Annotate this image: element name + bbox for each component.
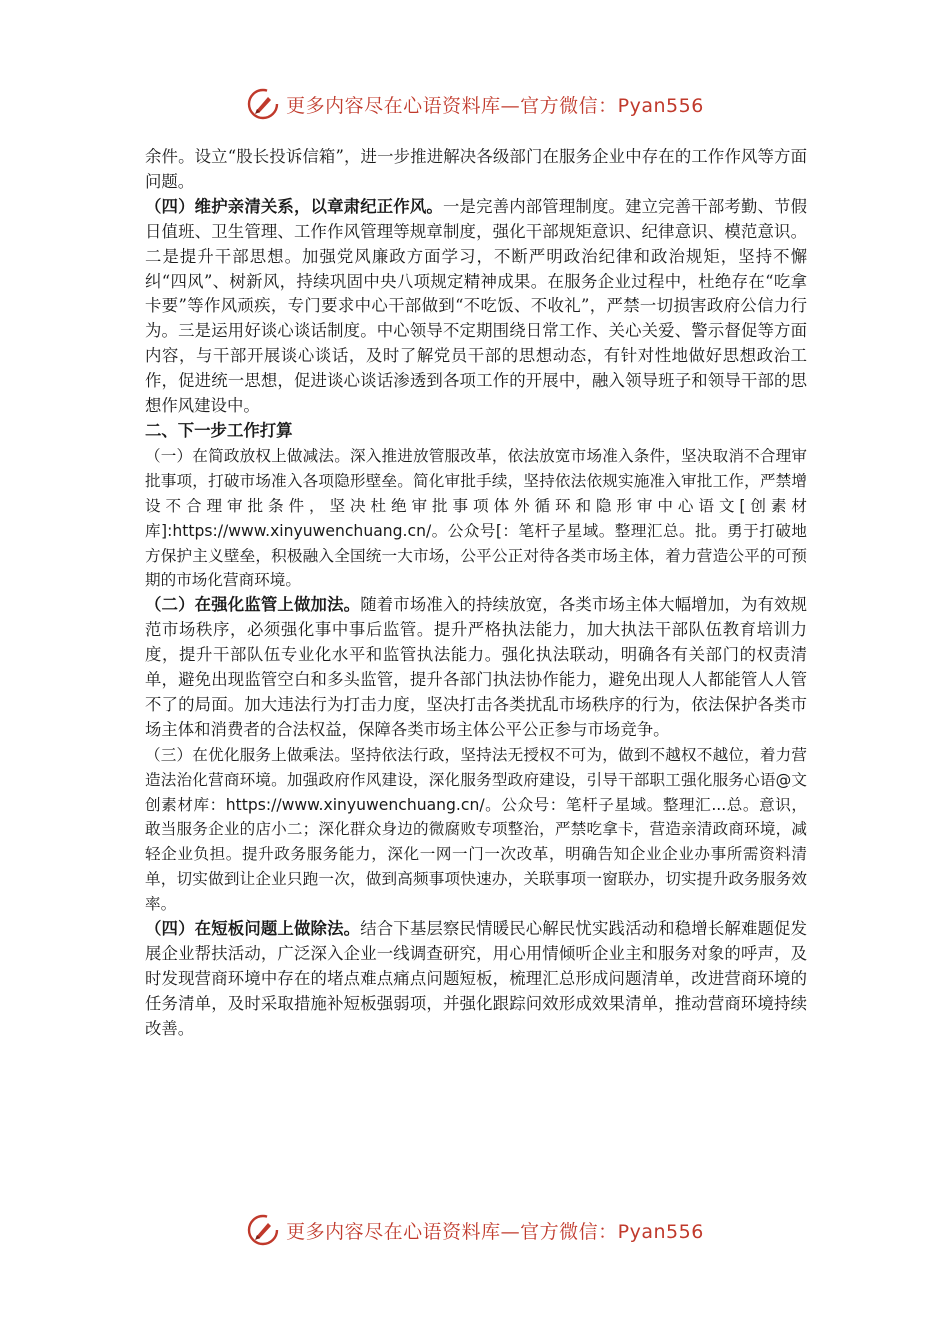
document-body bbox=[145, 145, 807, 1042]
paragraph-3: （一）在简政放权上做减法。深入推进放管服改革，依法放宽市场准入条件，坚决取消不合理审批事项，打破市场准入各项隐形壁垒。简化审批手续，坚持依法依规实施准入审批工作，严禁增设不合理审批条件，坚决杜绝审批事项体外循环和隐形审中心语文[创素材库]:https://www.xinyuwenchuang.cn/。公众号[：笔杆子星域。整理汇总。批。勇于打破地方保护主义壁垒，积极融入全国统一大市场，公平公正对待各类市场主体，着力营造公平的可预期的市场化营商环境。 bbox=[145, 446, 807, 590]
paragraph-4-title: （二）在强化监管上做加法。 bbox=[145, 595, 361, 615]
paragraph-2 bbox=[145, 195, 807, 419]
footer-wechat-id: Pyan556 bbox=[617, 1220, 704, 1243]
brush-pen-logo-icon bbox=[246, 1213, 280, 1247]
section-2-heading: 二、下一步工作打算 bbox=[145, 420, 293, 440]
paragraph-5: （三）在优化服务上做乘法。坚持依法行政，坚持法无授权不可为，做到不越权不越位，着力营造法治化营商环境。加强政府作风建设，深化服务型政府建设，引导干部职工强化服务心语@文创素材库：https://www.xinyuwenchuang.cn/。公众号：笔杆子星域。整理汇...总。意识，敢当服务企业的店小二；深化群众身边的微腐败专项整治，严禁吃拿卡，营造亲清政商环境，减轻企业负担。提升政务服务能力，深化一网一门一次改革，明确告知企业企业办事所需资料清单，切实做到让企业只跑一次，做到高频事项快速办，关联事项一窗联办，切实提升政务服务效率。 bbox=[145, 745, 807, 914]
footer-banner-text: 更多内容尽在心语资料库—官方微信：Pyan556 bbox=[286, 1220, 704, 1243]
paragraph-2-body: 一是完善内部管理制度。建立完善干部考勤、节假日值班、卫生管理、工作作风管理等规章制度，强化干部规矩意识、纪律意识、模范意识。二是提升干部思想。加强党风廉政方面学习，不断严明政治纪律和政治规矩，坚持不懈纠“四风”、树新风，持续巩固中央八项规定精神成果。在服务企业过程中，杜绝存在“吃拿卡要”等作风顽疾，专门要求中心干部做到“不吃饭、不收礼”，严禁一切损害政府公信力行为。三是运用好谈心谈话制度。中心领导不定期围绕日常工作、关心关爱、警示督促等方面内容，与干部开展谈心谈话，及时了解党员干部的思想动态，有针对性地做好思想政治工作，促进统一思想，促进谈心谈话渗透到各项工作的开展中，融入领导班子和领导干部的思想作风建设中。 bbox=[145, 196, 808, 416]
brush-pen-logo-icon bbox=[246, 87, 280, 121]
header-wechat-id: Pyan556 bbox=[617, 94, 704, 117]
header-banner-text: 更多内容尽在心语资料库—官方微信：Pyan556 bbox=[286, 94, 704, 117]
footer-banner bbox=[0, 1210, 950, 1250]
paragraph-6-body: 结合下基层察民情暖民心解民忧实践活动和稳增长解难题促发展企业帮扶活动，广泛深入企业一线调查研究，用心用情倾听企业主和服务对象的呼声，及时发现营商环境中存在的堵点难点痛点问题短板，梳理汇总形成问题清单，改进营商环境的任务清单，及时采取措施补短板强弱项，并强化跟踪问效形成效果清单，推动营商环境持续改善。 bbox=[145, 919, 807, 1038]
paragraph-4-body: 随着市场准入的持续放宽，各类市场主体大幅增加，为有效规范市场秩序，必须强化事中事后监管。提升严格执法能力，加大执法干部队伍教育培训力度，提升干部队伍专业化水平和监管执法能力。强化执法联动，明确各有关部门的权责清单，避免出现监管空白和多头监管，提升各部门执法协作能力，避免出现人人都能管人人管不了的局面。加大违法行为打击力度，坚决打击各类扰乱市场秩序的行为，依法保护各类市场主体和消费者的合法权益，保障各类市场主体公平公正参与市场竞争。 bbox=[145, 595, 807, 739]
paragraph-2-title: （四）维护亲清关系，以章肃纪正作风。 bbox=[145, 196, 443, 216]
header-banner bbox=[0, 84, 950, 124]
paragraph-6 bbox=[145, 917, 807, 1042]
paragraph-4 bbox=[145, 593, 807, 742]
paragraph-6-title: （四）在短板问题上做除法。 bbox=[145, 919, 361, 939]
paragraph-1: 余件。设立“股长投诉信箱”，进一步推进解决各级部门在服务企业中存在的工作作风等方面问题。 bbox=[145, 147, 807, 191]
